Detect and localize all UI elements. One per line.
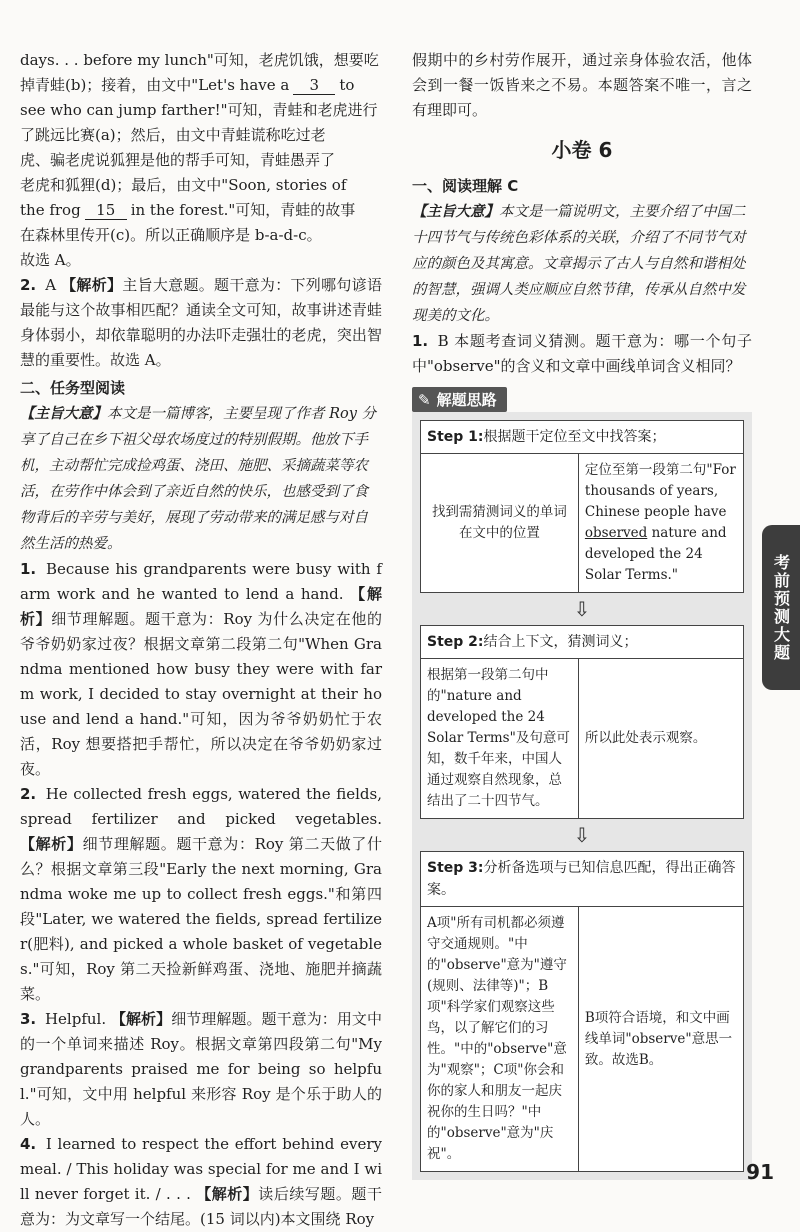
solution-approach-label [412,387,507,412]
step-text: 分析备选项与已知信息匹配，得出正确答案。 [427,860,736,898]
answer-item-1 [20,557,382,782]
answer-continuation [20,48,382,273]
step-label: Step 2: [427,634,484,650]
main-idea-tag: 【主旨大意】 [412,204,499,220]
step-1-right [578,454,743,592]
item-number: 3. [20,1010,37,1028]
analysis-tag: 【解析】 [61,276,123,294]
item-number: 1. [412,332,429,350]
section-heading: 二、任务型阅读 [20,379,126,397]
analysis-tag: 【解析】 [196,1185,259,1203]
step-3-row [421,907,743,1171]
step-text: 根据题干定位至文中找答案； [483,429,666,445]
side-tab: 考前预测大题 [762,525,800,690]
analysis-tag: 【解析】 [110,1010,172,1028]
text-line: 故选 A。 [20,251,81,269]
text-line: days. . . before my lunch"可知，老虎饥饿，想要吃 [20,51,379,69]
edit-icon: ✎ [418,390,431,409]
analysis-text: 细节理解题。题干意为：Roy 第二天做了什么？根据文章第三段"Early the next morning, Grandma woke me up to collect fresh eggs."和第四段"Later, we watered the fields, spread fertilizer(肥料), and picked a whole basket of vegetables."可知，Roy 第二天捡新鲜鸡蛋、浇地、施肥并摘蔬菜。 [20,835,382,1003]
analysis-tag: 【解析】 [20,585,382,628]
answer-item-2b [20,782,382,1007]
answer-item-4 [20,1132,382,1232]
text-line: 在森林里传开(c)。所以正确顺序是 b-a-d-c。 [20,226,322,244]
step-3-header [421,852,743,907]
section-heading: 一、阅读理解 C [412,177,519,195]
answer-text: Helpful. [44,1010,107,1028]
main-idea-tag: 【主旨大意】 [20,406,107,422]
step-1-left: 找到需猜测词义的单词在文中的位置 [431,504,567,541]
item-number: 4. [20,1135,37,1153]
step-label: Step 3: [427,860,484,876]
main-idea-text: 本文是一篇说明文，主要介绍了中国二十四节气与传统色彩体系的关联，介绍了不同节气对应的颜色及其寓意。文章揭示了古人与自然和谐相处的智慧，强调人类应顺应自然节律，传承从自然中发现美的文化。 [412,204,746,324]
step-1-box [420,420,744,593]
fill-blank: 3 [293,76,335,95]
continuation-text: 假期中的乡村劳作展开，通过亲身体验农活，他体会到一餐一饭皆来之不易。本题答案不唯一，言之有理即可。 [412,51,752,119]
solution-approach-text: 解题思路 [436,391,497,409]
text-line: in the forest."可知，青蛙的故事 [130,201,356,219]
answer-letter: A [45,276,57,294]
step-2-left: 根据第一段第二句中的"nature and developed the 24 Solar Terms"及句意可知，数千年来，中国人通过观察自然现象，总结出了二十四节气。 [427,667,570,809]
analysis-text: 主旨大意题。题干意为：下列哪句谚语最能与这个故事相匹配？通读全文可知，故事讲述青蛙身体弱小，却依靠聪明的办法吓走强壮的老虎，突出智慧的重要性。故选 A。 [20,276,382,369]
main-idea [20,401,382,557]
quiz-title: 小卷 6 [551,138,613,162]
fill-blank: 15 [85,201,127,220]
step-label: Step 1: [427,429,484,445]
answer-text: Because his grandparents were busy with farm work and he wanted to lend a hand. [20,560,382,603]
step-2-row [421,659,743,818]
item-number: 2. [20,785,37,803]
cell-text: 定位至第一段第二句"For thousands of years, Chinese people have [584,462,736,520]
item-number: 1. [20,560,37,578]
answer-item-2 [20,273,382,373]
text-line: to [339,76,355,94]
main-idea [412,199,752,329]
left-column [20,48,382,1232]
question-text: 本题考查词义猜测。题干意为：哪一个句子中"observe"的含义和文章中画线单词含义相同？ [412,332,752,375]
step-3-box [420,851,744,1172]
analysis-text: 细节理解题。题干意为：用文中的一个单词来描述 Roy。根据文章第四段第二句"My grandparents praised me for being so helpful."可知，文中用 helpful 来形容 Roy 是个乐于助人的人。 [20,1010,382,1128]
down-arrow-icon: ⇩ [573,597,591,621]
question-1 [412,329,752,379]
analysis-text: 细节理解题。题干意为：Roy 为什么决定在他的爷爷奶奶家过夜？根据文章第二段第二句"When Grandma mentioned how busy they were with farm work, I decided to stay overnight at their house and lend a hand."可知，因为爷爷奶奶忙于农活，Roy 想要搭把手帮忙，所以决定在爷爷奶奶家过夜。 [20,610,382,778]
text-line: 虎、骗老虎说狐狸是他的帮手可知，青蛙愚弄了 [20,151,336,169]
main-idea-text: 本文是一篇博客，主要呈现了作者 Roy 分享了自己在乡下祖父母农场度过的特别假期。他放下手机，主动帮忙完成捡鸡蛋、浇田、施肥、采摘蔬菜等农活，在劳作中体会到了亲近自然的快乐，也感受到了食物背后的辛劳与美好，展现了劳动带来的满足感与对自然生活的热爱。 [20,406,377,552]
analysis-tag: 【解析】 [20,835,83,853]
step-2-right: 所以此处表示观察。 [578,659,743,818]
text-line: see who can jump farther!"可知，青蛙和老虎进行 [20,101,378,119]
right-column [412,48,752,1180]
down-arrow-icon: ⇩ [573,823,591,847]
answer-text: He collected fresh eggs, watered the fields, spread fertilizer and picked vegetables. [20,785,382,828]
step-2-box [420,625,744,819]
text-line: 了跳远比赛(a)；然后，由文中青蛙谎称吃过老 [20,126,326,144]
answer-text: I learned to respect the effort behind every meal. / This holiday was special for me and I will never forget it. / . . . [20,1135,382,1203]
solution-panel [412,412,752,1180]
text-line: the frog [20,201,81,219]
step-text: 结合上下文，猜测词义； [483,634,638,650]
answer-item-3 [20,1007,382,1132]
item-number: 2. [20,276,37,294]
step-1-header [421,421,743,454]
answer-letter: B [437,332,449,350]
underlined-word: observed [584,525,648,541]
page-number: 91 [746,1160,774,1184]
cell-text: nature and developed the 24 Solar Terms." [584,525,727,583]
step-3-right: B项符合语境，和文中画线单词"observe"意思一致。故选B。 [578,907,743,1171]
text-line: 掉青蛙(b)；接着，由文中"Let's have a [20,76,290,94]
step-3-left: A项"所有司机都必须遵守交通规则。"中的"observe"意为"遵守(规则、法律等)"；B项"科学家们观察这些鸟，以了解它们的习性。"中的"observe"意为"观察"；C项"你会和你的家人和朋友一起庆祝你的生日吗？"中的"observe"意为"庆祝"。 [427,915,567,1162]
step-1-row [421,454,743,592]
analysis-text: 读后续写题。题干意为：为文章写一个结尾。(15 词以内)本文围绕 Roy [20,1185,382,1228]
step-2-header [421,626,743,659]
text-line: 老虎和狐狸(d)；最后，由文中"Soon, stories of [20,176,347,194]
